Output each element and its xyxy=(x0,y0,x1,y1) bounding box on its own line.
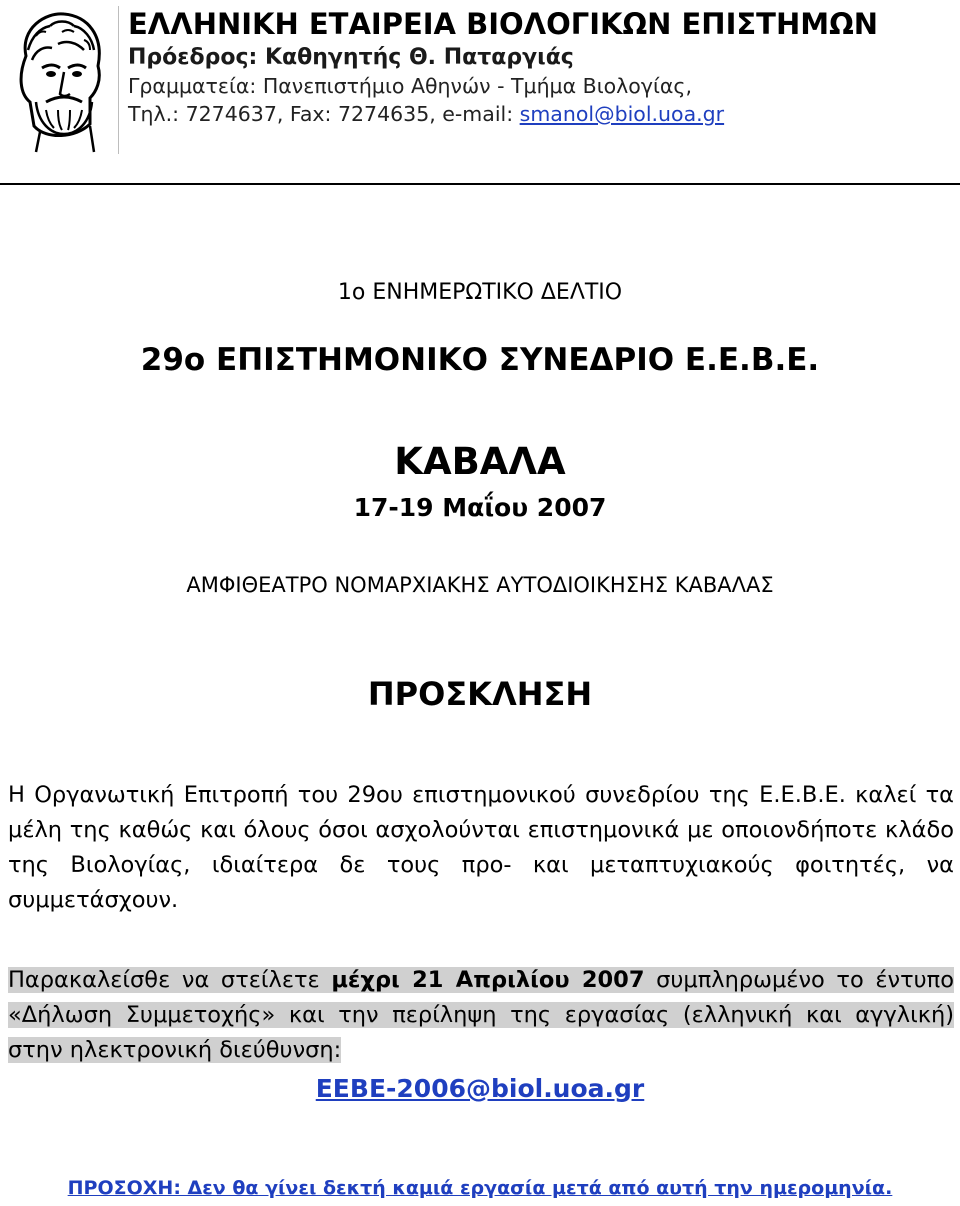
congress-venue: ΑΜΦΙΘΕΑΤΡΟ ΝΟΜΑΡΧΙΑΚΗΣ ΑΥΤΟΔΙΟΙΚΗΣΗΣ ΚΑΒΑΛΑΣ xyxy=(186,573,774,597)
contact-line xyxy=(128,100,950,128)
congress-title: 29ο ΕΠΙΣΤΗΜΟΝΙΚΟ ΣΥΝΕΔΡΙΟ Ε.Ε.Β.Ε. xyxy=(140,342,820,378)
submission-deadline: μέχρι 21 Απριλίου 2007 xyxy=(331,967,645,993)
organization-name: ΕΛΛΗΝΙΚΗ ΕΤΑΙΡΕΙΑ ΒΙΟΛΟΓΙΚΩΝ ΕΠΙΣΤΗΜΩΝ xyxy=(128,7,879,41)
congress-dates: 17-19 Μαΐου 2007 xyxy=(353,493,607,522)
deadline-notice: ΠΡΟΣΟΧΗ: Δεν θα γίνει δεκτή καμιά εργασία μετά από αυτή την ημερομηνία. xyxy=(67,1177,893,1199)
submission-text-1: Παρακαλείσθε να στείλετε xyxy=(8,967,332,993)
letterhead xyxy=(0,0,960,160)
invitation-heading: ΠΡΟΣΚΛΗΣΗ xyxy=(367,675,593,713)
secretariat-line: Γραμματεία: Πανεπιστήμιο Αθηνών - Τμήμα Βιολογίας, xyxy=(128,74,692,98)
congress-city: ΚΑΒΑΛΑ xyxy=(394,440,566,483)
submission-email-link[interactable]: EEBE-2006@biol.uoa.gr xyxy=(315,1074,645,1103)
letterhead-divider xyxy=(118,6,119,154)
submission-paragraph xyxy=(8,963,954,1068)
submission-email-line xyxy=(0,1071,960,1107)
contact-phone-fax: Τηλ.: 7274637, Fax: 7274635, e-mail: xyxy=(128,102,520,126)
president-line: Πρόεδρος: Καθηγητής Θ. Παταργιάς xyxy=(128,45,574,70)
header-divider xyxy=(0,183,960,185)
submission-text-2: συμπληρωμένο το έντυπο «Δήλωση Συμμετοχής» και την περίληψη της εργασίας (ελληνική και αγγλική) στην ηλεκτρονική διεύθυνση: xyxy=(8,967,954,1063)
contact-email-link[interactable]: smanol@biol.uoa.gr xyxy=(519,102,725,126)
aristotle-bust-icon xyxy=(6,6,114,154)
invitation-paragraph: Η Οργανωτική Επιτροπή του 29ου επιστημονικού συνεδρίου της Ε.Ε.Β.Ε. καλεί τα μέλη της καθώς και όλους όσοι ασχολούνται επιστημονικά με οποιονδήποτε κλάδο της Βιολογίας, ιδιαίτερα δε τους προ- και μεταπτυχιακούς φοιτητές, να συμμετάσχουν. xyxy=(8,782,954,913)
organization-info xyxy=(128,4,950,128)
bulletin-title: 1ο ΕΝΗΜΕΡΩΤΙΚΟ ΔΕΛΤΙΟ xyxy=(337,280,623,305)
